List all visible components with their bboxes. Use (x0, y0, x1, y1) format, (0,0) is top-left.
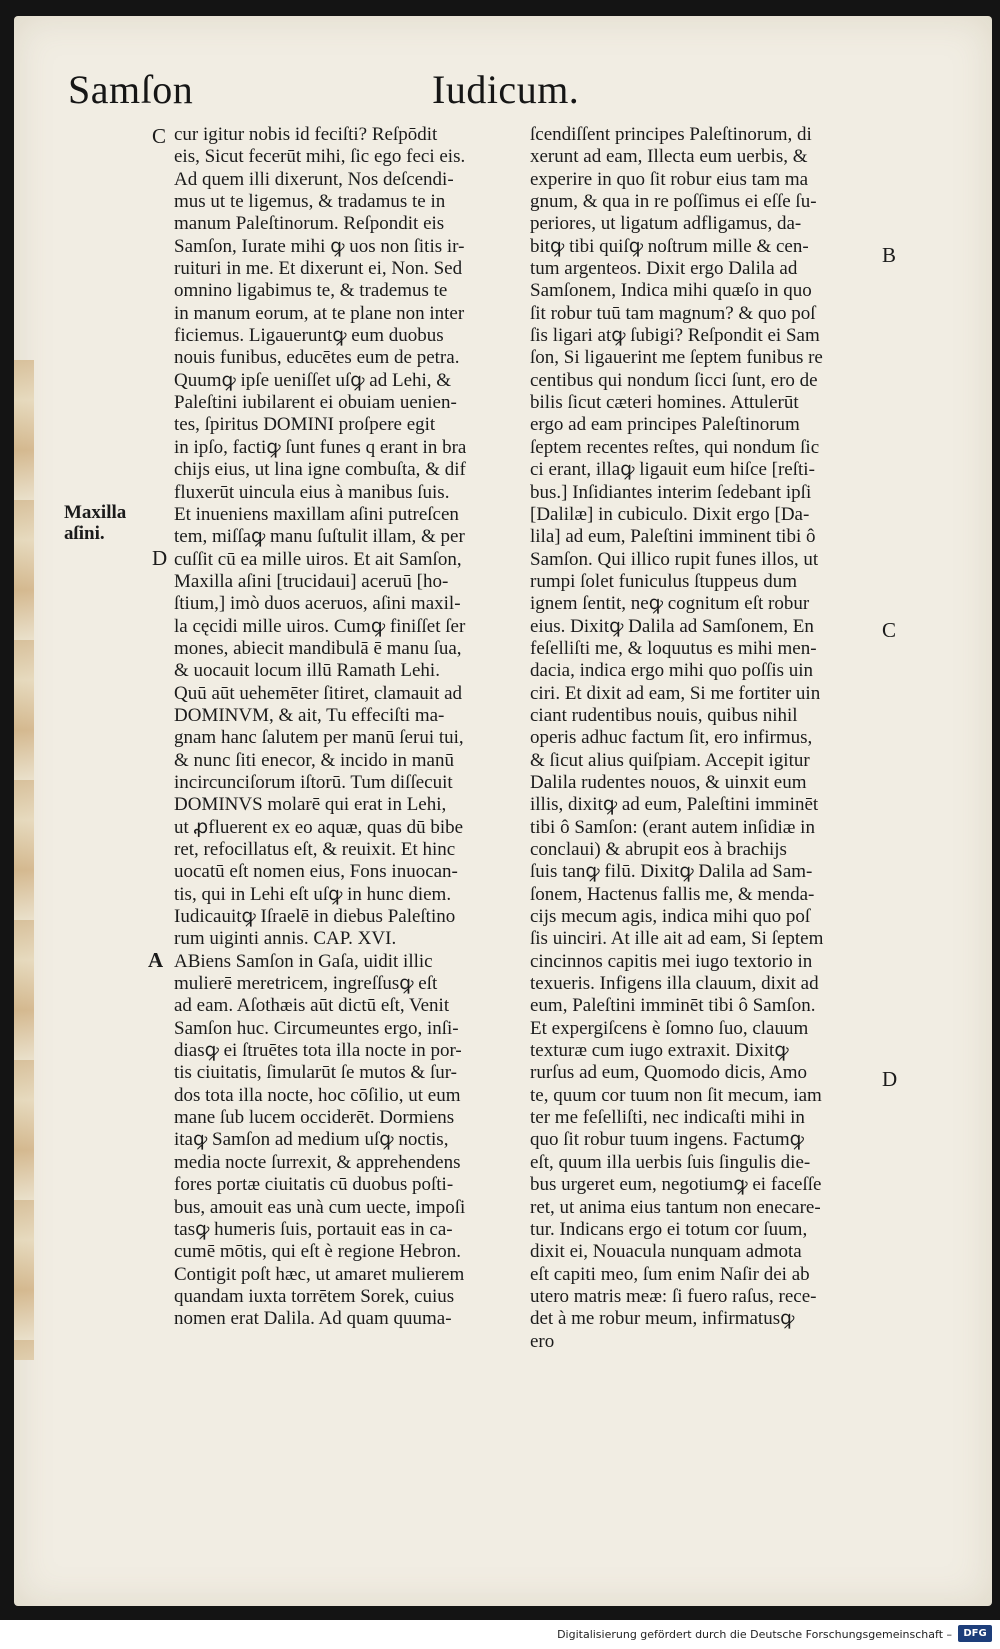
text-line: mones, abiecit mandibulā ē manu ſua, (174, 637, 462, 659)
funding-credit: Digitalisierung gefördert durch die Deutsche Forschungsgemeinschaft – (557, 1628, 952, 1641)
text-line: Quū aūt uehemēter ſitiret, clamauit ad (174, 682, 463, 704)
text-line: ficiemus. Ligaueruntꝙ eum duobus (174, 325, 444, 347)
section-letter-d-left: D (152, 546, 168, 570)
text-line: ſeptem recentes reſtes, qui nondum ſic (530, 436, 820, 458)
text-line: ruituri in me. Et dixerunt ei, Non. Sed (174, 258, 463, 280)
text-line: manum Paleſtinorum. Reſpondit eis (174, 213, 445, 235)
text-line: mulierē meretricem, ingreſſusꝙ eſt (174, 973, 438, 995)
text-line: gnam hanc ſalutem per manū ſerui tui, (174, 727, 464, 749)
text-line: diasꝙ ei ſtruētes tota illa nocte in por- (174, 1040, 462, 1062)
section-letter-b-right: B (882, 243, 897, 267)
text-line: Paleſtini iubilarent ei obuiam uenien- (174, 392, 457, 414)
text-line: ſuis tanꝙ filū. Dixitꝙ Dalila ad Sam- (530, 861, 813, 883)
text-line: te, quum cor tuum non ſit mecum, iam (530, 1084, 822, 1106)
text-line: tasꝙ humeris ſuis, portauit eas in ca- (174, 1218, 453, 1240)
text-line: Ad quem illi dixerunt, Nos deſcendi- (174, 168, 454, 190)
text-line: cumē mōtis, qui eſt è regione Hebron. (174, 1241, 462, 1263)
text-line: ſon, Si ligauerint me ſeptem funibus re (530, 347, 823, 369)
text-line: dos tota illa nocte, hoc cōſilio, ut eum (174, 1084, 461, 1106)
text-line: tis, qui in Lehi eſt uſꝙ in hunc diem. (174, 883, 452, 905)
text-line: chijs eius, ut lina igne combuſta, & dif (174, 459, 466, 481)
text-line: mus ut te ligemus, & tradamus te in (174, 191, 446, 213)
text-line: rurſus ad eum, Quomodo dicis, Amo (530, 1062, 808, 1084)
text-line: Quumꝙ ipſe ueniſſet uſꝙ ad Lehi, & (174, 369, 452, 391)
text-line: tem, miſſaꝙ manu ſuſtulit illam, & per (174, 526, 465, 548)
text-line: rum uiginti annis. CAP. XVI. (174, 928, 397, 950)
text-line: dixit ei, Nouacula nunquam admota (530, 1241, 802, 1263)
text-line: experire in quo ſit robur eius tam ma (530, 168, 809, 190)
text-line: Samſonem, Indica mihi quæſo in quo (530, 280, 812, 302)
section-letter-c-right: C (882, 618, 897, 642)
text-line: eſt, quum illa uerbis ſuis ſingulis die- (530, 1151, 811, 1173)
text-line: bus, amouit eas unà cum uecte, impoſi (174, 1196, 466, 1218)
text-line: Samſon huc. Circumeuntes ergo, inſi- (174, 1017, 459, 1039)
text-line: bitꝙ tibi quiſꝙ noſtrum mille & cen- (530, 235, 809, 257)
marginal-note-line: Maxilla (64, 502, 127, 523)
text-line: tis ciuitatis, ſimularūt ſe mutos & ſur- (174, 1062, 458, 1084)
text-line: la cęcidi mille uiros. Cumꝙ finiſſet ſer (174, 615, 466, 637)
text-line: cijs mecum agis, indica mihi quo poſ (530, 906, 811, 928)
text-line: gnum, & qua in re poſſimus ei eſſe ſu- (530, 191, 817, 213)
text-line: ad eam. Aſothæis aūt dictū eſt, Venit (174, 995, 450, 1017)
text-line: & uocauit locum illū Ramath Lehi. (174, 660, 440, 682)
text-line: cur igitur nobis id feciſti? Reſpōdit (174, 124, 438, 145)
text-line: bus urgeret eum, negotiumꝙ ei faceſſe (530, 1174, 822, 1196)
text-line: ſis uinciri. At ille ait ad eam, Si ſeptem (530, 928, 824, 950)
text-line: dacia, indica ergo mihi quo poſſis uin (530, 660, 814, 682)
text-line: itaꝙ Samſon ad medium uſꝙ noctis, (174, 1129, 449, 1151)
text-line: ci erant, illaꝙ ligauit eum hiſce [reſti- (530, 459, 815, 481)
text-line: ſis ligari atꝙ ſubigi? Reſpondit ei Sam (530, 325, 820, 347)
running-head-center: Iudicum. (432, 67, 580, 112)
text-line: & nunc ſiti enecor, & incido in manū (174, 749, 454, 771)
text-line: ciant rudentibus nouis, quibus nihil (530, 704, 798, 726)
section-letter-c-left: C (152, 124, 167, 148)
text-line: Samſon, Iurate mihi ꝙ uos non ſitis ir- (174, 235, 465, 257)
text-line: texturæ cum iugo extraxit. Dixitꝙ (530, 1040, 789, 1062)
text-line: xerunt ad eam, Illecta eum uerbis, & (530, 146, 808, 168)
text-line: Et expergiſcens è ſomno ſuo, clauum (530, 1017, 809, 1039)
text-line: lila] ad eum, Paleſtini imminent tibi ô (530, 526, 816, 548)
text-line: Dalila rudentes nouos, & uinxit eum (530, 771, 807, 793)
text-line: eum, Paleſtini imminēt tibi ô Samſon. (530, 995, 816, 1017)
text-line: mane ſub lucem occiderēt. Dormiens (174, 1107, 455, 1129)
running-head-left: Samſon (68, 67, 194, 112)
text-line: Contigit poſt hæc, ut amaret mulierem (174, 1263, 465, 1285)
text-line: ergo ad eam principes Paleſtinorum (530, 414, 800, 436)
text-line: Maxilla aſini [trucidaui] aceruū [ho- (174, 570, 449, 592)
text-line: det à me robur meum, infirmatusꝙ (530, 1308, 795, 1330)
text-line: uocatū eſt nomen eius, Fons inuocan- (174, 861, 458, 883)
text-line: quo ſit robur tuum ingens. Factumꝙ (530, 1129, 804, 1151)
text-line: feſelliſti me, & loquutus es mihi men- (530, 637, 817, 659)
text-line: in manum eorum, at te plane non inter (174, 302, 465, 324)
text-line: ret, ut anima eius tantum non enecare- (530, 1196, 821, 1218)
text-line: DOMINVS molarē qui erat in Lehi, (174, 794, 447, 816)
text-line: tibi ô Samſon: (erant autem inſidiæ in (530, 816, 815, 838)
text-line: fluxerūt uincula eius à manibus ſuis. (174, 481, 450, 503)
marginal-note-line: aſini. (64, 523, 105, 544)
page-edge-stain (14, 360, 34, 1360)
left-text-column (174, 124, 510, 1331)
text-line: eius. Dixitꝙ Dalila ad Samſonem, En (530, 615, 814, 637)
text-line: tum argenteos. Dixit ergo Dalila ad (530, 258, 798, 280)
text-line: ſcendiſſent principes Paleſtinorum, di (530, 124, 812, 145)
text-line: media nocte ſurrexit, & apprehendens (174, 1151, 461, 1173)
text-line: nomen erat Dalila. Ad quam quuma- (174, 1308, 452, 1330)
text-line: cincinnos capitis mei iugo textorio in (530, 950, 813, 972)
text-line: ſit robur tuū tam magnum? & quo poſ (530, 302, 816, 324)
text-line: nouis funibus, educētes eum de petra. (174, 347, 460, 369)
text-line: ret, refocillatus eſt, & reuixit. Et hinc (174, 839, 456, 860)
dfg-logo: DFG (958, 1625, 992, 1642)
text-line: ſonem, Hactenus fallis me, & menda- (530, 883, 815, 905)
right-text-column (530, 124, 876, 1353)
text-line: eſt capiti meo, ſum enim Naſir dei ab (530, 1263, 810, 1285)
text-line: & ſicut alius quiſpiam. Accepit igitur (530, 749, 810, 771)
text-line: ero (530, 1330, 555, 1352)
digitization-footer (0, 1620, 1000, 1649)
text-line: Samſon. Qui illico rupit funes illos, ut (530, 548, 819, 570)
text-line: Et inueniens maxillam aſini putreſcen (174, 503, 459, 525)
text-line: bus.] Inſidiantes interim ſedebant ipſi (530, 481, 812, 503)
text-line: bilis ſicut cæteri homines. Attulerūt (530, 392, 799, 414)
text-line: in ipſo, factiꝙ ſunt funes q erant in bra (174, 436, 467, 458)
text-line: tes, ſpiritus DOMINI proſpere egit (174, 414, 436, 436)
text-line: operis adhuc factum ſit, ero infirmus, (530, 727, 813, 749)
text-line: tur. Indicans ergo ei totum cor ſuum, (530, 1218, 808, 1240)
section-letter-d-right: D (882, 1067, 898, 1091)
text-line: rumpi ſolet funiculus ſtuppeus dum (530, 570, 798, 592)
text-line: ABiens Samſon in Gaſa, uidit illic (174, 950, 433, 972)
text-line: fores portæ ciuitatis cū duobus poſti- (174, 1174, 454, 1196)
text-line: quandam iuxta torrētem Sorek, cuius (174, 1285, 455, 1307)
text-line: incircunciſorum iſtorū. Tum diſſecuit (174, 771, 453, 793)
text-line: Iudicauitꝙ Iſraelē in diebus Paleſtino (174, 906, 456, 928)
text-line: utero matris meæ: ſi fuero raſus, rece- (530, 1285, 817, 1307)
text-line: ter me feſelliſti, nec indicaſti mihi in (530, 1107, 805, 1129)
text-line: ſtium,] imò duos aceruos, aſini maxil- (174, 593, 461, 615)
text-line: texueris. Infigens illa clauum, dixit ad (530, 973, 819, 995)
text-line: ignem ſentit, neꝙ cognitum eſt robur (530, 593, 810, 615)
text-line: illis, dixitꝙ ad eum, Paleſtini imminēt (530, 794, 819, 816)
text-line: ut ꝓfluerent ex eo aquæ, quas dū bibe (174, 816, 464, 838)
text-line: DOMINVM, & ait, Tu effeciſti ma- (174, 704, 445, 726)
text-line: ciri. Et dixit ad eam, Si me fortiter uin (530, 682, 821, 704)
text-line: eis, Sicut fecerūt mihi, ſic ego feci eis. (174, 146, 466, 168)
section-letter-a-left: A (148, 948, 164, 972)
text-line: cuſſit cū ea mille uiros. Et ait Samſon, (174, 548, 462, 570)
text-line: omnino ligabimus te, & trademus te (174, 280, 448, 302)
text-line: [Dalilæ] in cubiculo. Dixit ergo [Da- (530, 503, 810, 525)
text-line: conclaui) & abrupit eos à brachijs (530, 839, 787, 860)
text-line: centibus qui nondum ſicci ſunt, ero de (530, 369, 818, 391)
text-line: periores, ut ligatum adfligamus, da- (530, 213, 802, 235)
marginal-note (64, 502, 126, 544)
